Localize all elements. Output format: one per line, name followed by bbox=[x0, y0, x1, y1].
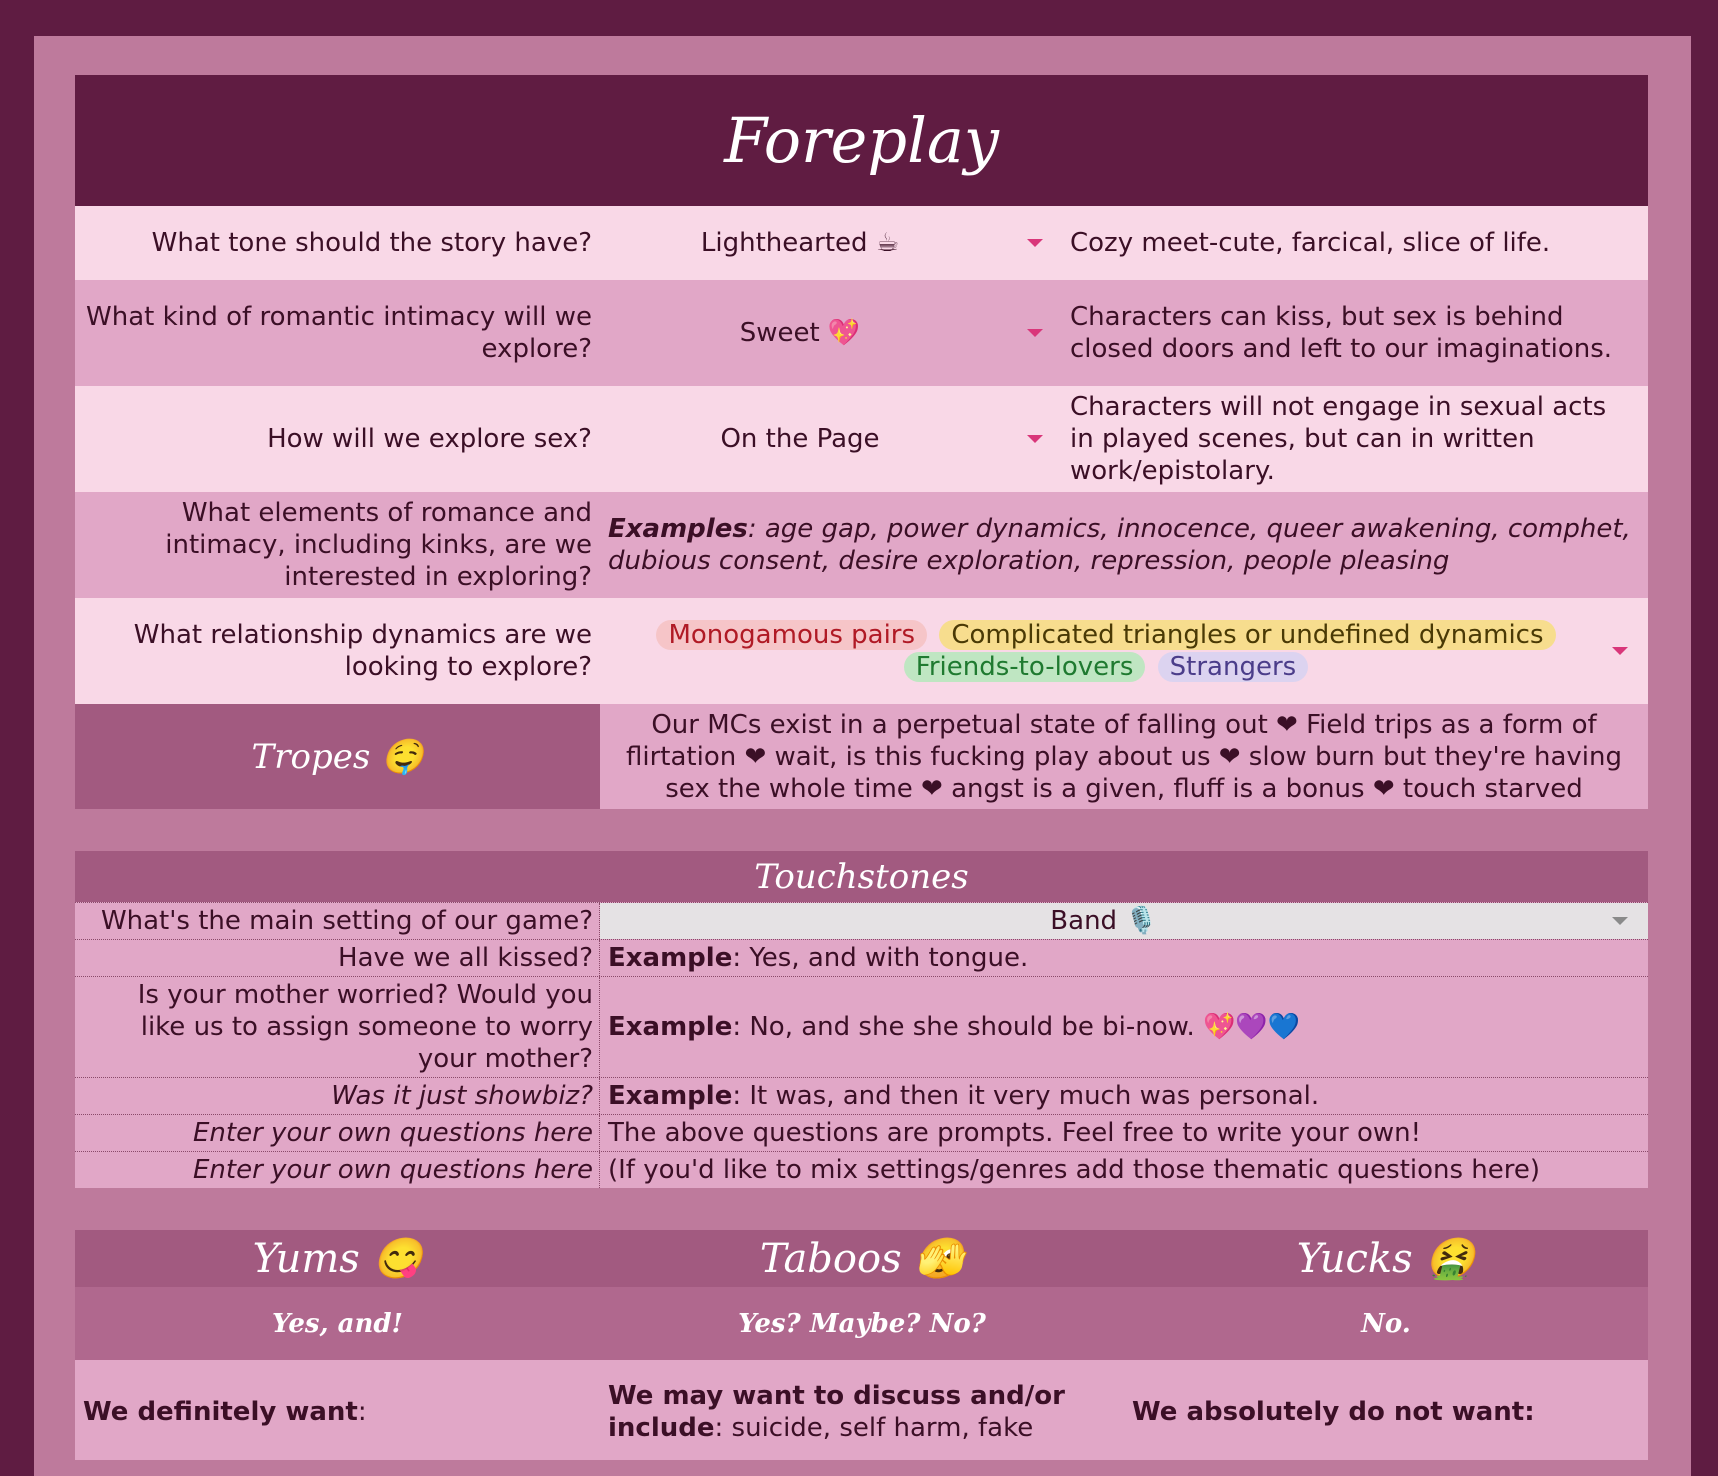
touchstones-title: Touchstones bbox=[75, 851, 1648, 902]
touchstone-row bbox=[75, 976, 1648, 1077]
setting-dropdown[interactable] bbox=[600, 903, 1648, 939]
question-label: Have we all kissed? bbox=[75, 940, 600, 976]
dropdown-value: On the Page bbox=[720, 424, 880, 454]
question-row-intimacy bbox=[75, 280, 1648, 386]
example-label: Example bbox=[608, 943, 733, 973]
touchstone-row bbox=[75, 1077, 1648, 1114]
taboos-lead: We may want to discuss and/or include bbox=[608, 1381, 1065, 1443]
yums-header bbox=[75, 1230, 1648, 1287]
chip-triangles[interactable]: Complicated triangles or undefined dynamics bbox=[939, 620, 1555, 650]
answer-text: : It was, and then it very much was personal. bbox=[732, 1081, 1320, 1111]
question-row-tone bbox=[75, 206, 1648, 280]
dropdown-value: Lighthearted ☕ bbox=[700, 228, 900, 258]
own-question-row bbox=[75, 1151, 1648, 1188]
taboos-text: : suicide, self harm, fake bbox=[714, 1413, 1034, 1443]
chip-strangers[interactable]: Strangers bbox=[1158, 652, 1309, 682]
answer-cell[interactable] bbox=[600, 1078, 1648, 1114]
tropes-text[interactable]: Our MCs exist in a perpetual state of falling out ❤ Field trips as a form of flirtation ❤ wait, is this fucking play about us ❤ slow burn but they're having sex the whole time ❤ angst is a given, fluff is a bonus ❤ touch starved bbox=[600, 704, 1648, 809]
tropes-label: Tropes 🤤 bbox=[75, 704, 600, 809]
yums-lead: We definitely want bbox=[83, 1397, 358, 1427]
answer-text: : No, and she she should be bi-now. 💖💜💙 bbox=[732, 1012, 1301, 1042]
question-label: What relationship dynamics are we looking to explore? bbox=[133, 620, 592, 682]
yucks-title: Yucks 🤮 bbox=[1296, 1236, 1476, 1282]
question-label: How will we explore sex? bbox=[267, 424, 592, 454]
chevron-down-icon[interactable] bbox=[1612, 917, 1628, 925]
own-question-row bbox=[75, 1114, 1648, 1151]
chip-monogamous[interactable]: Monogamous pairs bbox=[656, 620, 927, 650]
chevron-down-icon[interactable] bbox=[1612, 647, 1628, 655]
elements-answer[interactable] bbox=[600, 492, 1648, 598]
intimacy-dropdown[interactable] bbox=[600, 280, 1648, 386]
question-row-sex bbox=[75, 386, 1648, 492]
yucks-lead: We absolutely do not want: bbox=[1132, 1397, 1535, 1427]
answer-cell[interactable]: The above questions are prompts. Feel free to write your own! bbox=[608, 1118, 1422, 1148]
examples-text: : age gap, power dynamics, innocence, queer awakening, comphet, dubious consent, desire exploration, repression, people pleasing bbox=[608, 514, 1631, 576]
chevron-down-icon[interactable] bbox=[1027, 329, 1043, 337]
question-label: What tone should the story have? bbox=[151, 228, 592, 258]
answer-cell[interactable] bbox=[600, 940, 1648, 976]
tone-dropdown[interactable] bbox=[600, 206, 1648, 280]
yums-subheader bbox=[75, 1287, 1648, 1360]
chevron-down-icon[interactable] bbox=[1027, 239, 1043, 247]
answer-cell[interactable] bbox=[600, 977, 1648, 1077]
question-label[interactable]: Enter your own questions here bbox=[75, 1115, 600, 1151]
example-label: Example bbox=[608, 1012, 733, 1042]
page-title: Foreplay bbox=[75, 75, 1648, 206]
question-label: What elements of romance and intimacy, including kinks, are we interested in exploring? bbox=[165, 498, 592, 592]
yums-lead-suffix: : bbox=[357, 1397, 367, 1427]
answer-text: : Yes, and with tongue. bbox=[732, 943, 1029, 973]
question-label: Is your mother worried? Would you like us to assign someone to worry your mother? bbox=[75, 977, 600, 1077]
question-label: What's the main setting of our game? bbox=[75, 903, 600, 939]
example-label: Example bbox=[608, 1081, 733, 1111]
taboos-subtitle: Yes? Maybe? No? bbox=[738, 1308, 986, 1339]
question-label[interactable]: Enter your own questions here bbox=[75, 1152, 600, 1188]
question-row-dynamics bbox=[75, 598, 1648, 704]
chevron-down-icon[interactable] bbox=[1027, 435, 1043, 443]
yucks-cell[interactable] bbox=[1124, 1360, 1648, 1460]
option-description: Characters will not engage in sexual acts in played scenes, but can in written work/epistolary. bbox=[1070, 392, 1607, 486]
setting-row bbox=[75, 902, 1648, 939]
touchstone-row bbox=[75, 939, 1648, 976]
sex-dropdown[interactable] bbox=[600, 386, 1648, 492]
yums-body bbox=[75, 1360, 1648, 1460]
taboos-cell[interactable] bbox=[600, 1360, 1124, 1460]
examples-label: Examples bbox=[608, 514, 748, 544]
dynamics-multiselect[interactable] bbox=[600, 598, 1648, 704]
yums-subtitle: Yes, and! bbox=[272, 1308, 403, 1339]
sheet bbox=[75, 75, 1648, 1460]
yucks-subtitle: No. bbox=[1361, 1308, 1411, 1339]
yums-cell[interactable] bbox=[75, 1360, 600, 1460]
option-description: Characters can kiss, but sex is behind closed doors and left to our imaginations. bbox=[1070, 302, 1613, 364]
yums-title: Yums 😋 bbox=[252, 1236, 423, 1282]
taboos-title: Taboos 🫣 bbox=[759, 1236, 965, 1282]
question-label: What kind of romantic intimacy will we explore? bbox=[86, 302, 592, 364]
answer-cell[interactable]: (If you'd like to mix settings/genres add those thematic questions here) bbox=[608, 1155, 1541, 1185]
tropes-row bbox=[75, 704, 1648, 809]
dropdown-value: Sweet 💖 bbox=[739, 318, 861, 348]
chip-friends-to-lovers[interactable]: Friends-to-lovers bbox=[904, 652, 1146, 682]
option-description: Cozy meet-cute, farcical, slice of life. bbox=[1070, 228, 1551, 258]
question-row-elements bbox=[75, 492, 1648, 598]
dropdown-value: Band 🎙️ bbox=[1050, 906, 1158, 936]
question-label: Was it just showbiz? bbox=[75, 1078, 600, 1114]
